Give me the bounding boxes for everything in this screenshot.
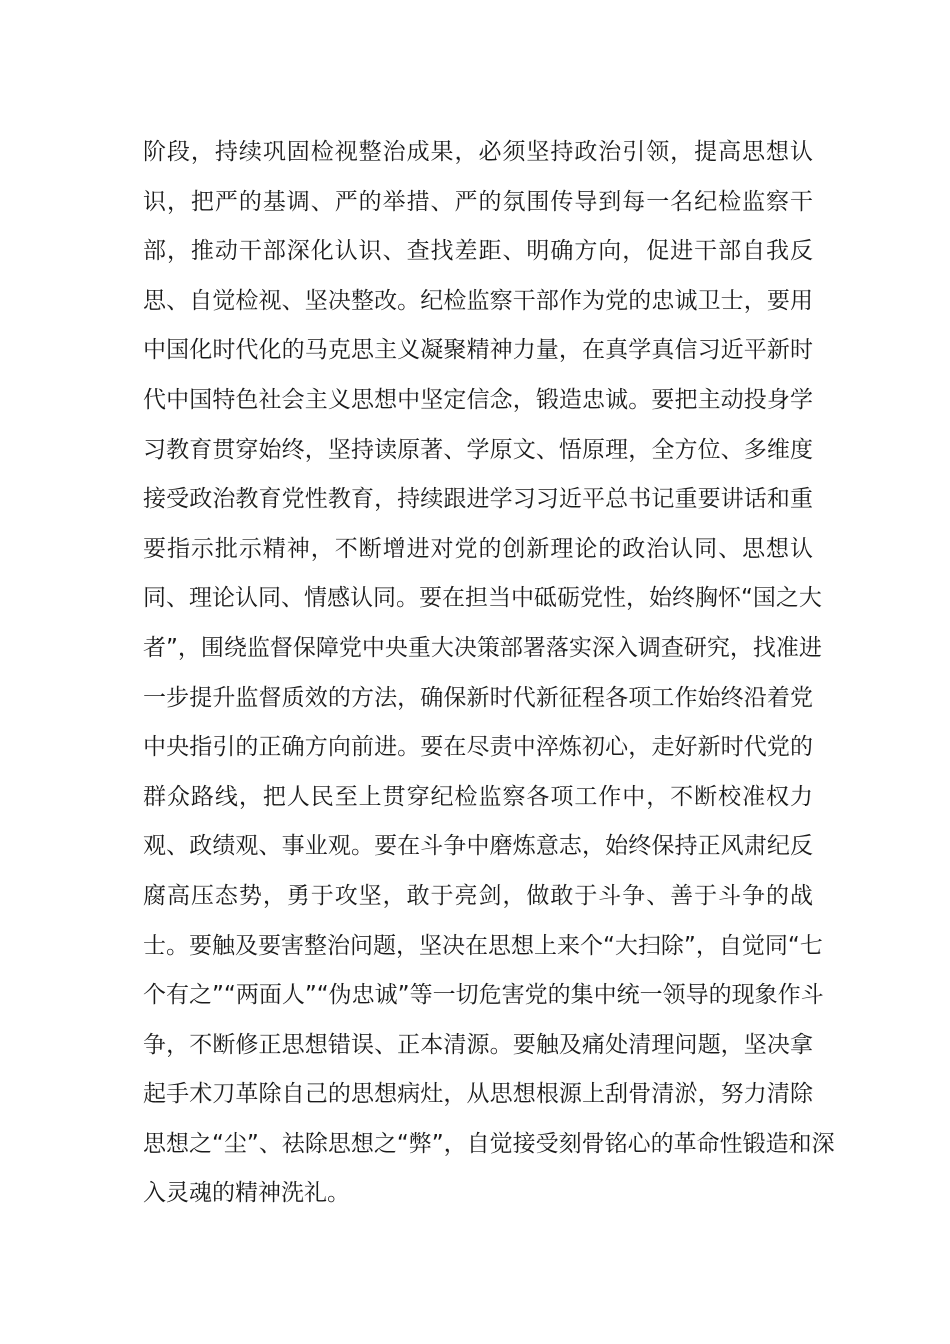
text-line: 起手术刀革除自己的思想病灶，从思想根源上刮骨清淤，努力清除 xyxy=(143,1081,813,1108)
text-line: 接受政治教育党性教育，持续跟进学习习近平总书记重要讲话和重 xyxy=(143,486,813,513)
text-line: 要指示批示精神，不断增进对党的创新理论的政治认同、思想认 xyxy=(143,535,813,562)
text-line: 个有之”“两面人”“伪忠诚”等一切危害党的集中统一领导的现象作斗 xyxy=(143,982,824,1009)
text-line: 中国化时代化的马克思主义凝聚精神力量，在真学真信习近平新时 xyxy=(143,337,813,364)
text-line: 腐高压态势，勇于攻坚，敢于亮剑，做敢于斗争、善于斗争的战 xyxy=(143,882,813,909)
text-line: 识，把严的基调、严的举措、严的氛围传导到每一名纪检监察干 xyxy=(143,188,813,215)
text-line: 士。要触及要害整治问题，坚决在思想上来个“大扫除”，自觉同“七 xyxy=(143,932,823,959)
text-line: 阶段，持续巩固检视整治成果，必须坚持政治引领，提高思想认 xyxy=(143,139,813,165)
body-paragraph xyxy=(143,128,835,1219)
text-line: 群众路线，把人民至上贯穿纪检监察各项工作中，不断校准权力 xyxy=(143,783,813,810)
text-line: 中央指引的正确方向前进。要在尽责中淬炼初心，走好新时代党的 xyxy=(143,734,813,761)
text-line: 争，不断修正思想错误、正本清源。要触及痛处清理问题，坚决拿 xyxy=(143,1031,813,1058)
text-line: 思想之“尘”、祛除思想之“弊”，自觉接受刻骨铭心的革命性锻造和深 xyxy=(143,1130,835,1157)
text-line: 部，推动干部深化认识、查找差距、明确方向，促进干部自我反 xyxy=(143,238,813,265)
text-line: 者”，围绕监督保障党中央重大决策部署落实深入调查研究，找准进 xyxy=(143,634,822,661)
text-line: 入灵魂的精神洗礼。 xyxy=(143,1180,350,1207)
text-line: 习教育贯穿始终，坚持读原著、学原文、悟原理，全方位、多维度 xyxy=(143,436,813,463)
text-line: 思、自觉检视、坚决整改。纪检监察干部作为党的忠诚卫士，要用 xyxy=(143,287,813,314)
text-line: 观、政绩观、事业观。要在斗争中磨炼意志，始终保持正风肃纪反 xyxy=(143,833,813,860)
text-line: 同、理论认同、情感认同。要在担当中砥砺党性，始终胸怀“国之大 xyxy=(143,585,822,612)
text-line: 代中国特色社会主义思想中坚定信念，锻造忠诚。要把主动投身学 xyxy=(143,386,813,413)
text-line: 一步提升监督质效的方法，确保新时代新征程各项工作始终沿着党 xyxy=(143,684,813,711)
